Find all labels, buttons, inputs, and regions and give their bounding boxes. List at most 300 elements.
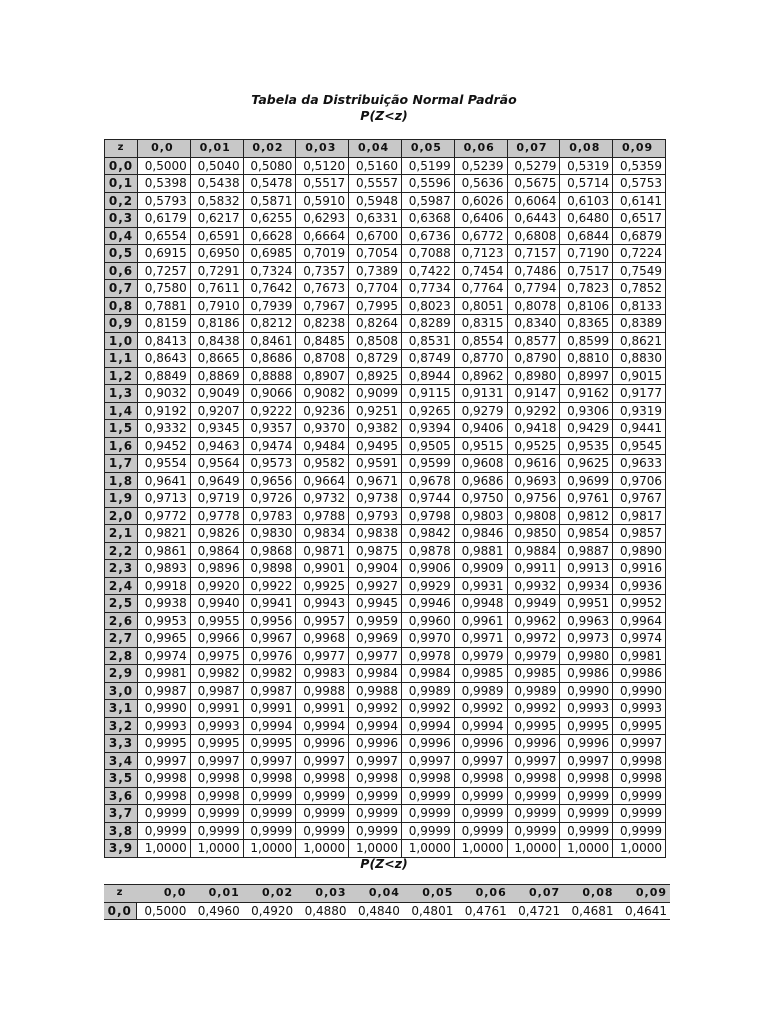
table-cell: 0,9911 bbox=[507, 560, 560, 578]
table-cell: 0,7157 bbox=[507, 245, 560, 263]
table-cell: 0,7486 bbox=[507, 262, 560, 280]
table-row bbox=[105, 175, 666, 193]
table-cell: 0,9616 bbox=[507, 455, 560, 473]
table-cell: 0,9996 bbox=[454, 735, 507, 753]
table-cell: 0,9772 bbox=[138, 507, 191, 525]
table-cell: 0,9999 bbox=[454, 822, 507, 840]
table-cell: 0,8686 bbox=[243, 350, 296, 368]
table-cell: 0,9966 bbox=[190, 630, 243, 648]
table-cell: 0,9992 bbox=[507, 700, 560, 718]
z-row-label: 2,8 bbox=[105, 647, 138, 665]
table-cell: 0,9993 bbox=[138, 717, 191, 735]
table-cell: 0,9999 bbox=[243, 787, 296, 805]
table-cell: 0,9981 bbox=[138, 665, 191, 683]
table-cell: 0,9999 bbox=[138, 822, 191, 840]
z-row-label: 3,7 bbox=[105, 805, 138, 823]
table-cell: 0,5636 bbox=[454, 175, 507, 193]
table-cell: 0,7852 bbox=[613, 280, 666, 298]
table-row bbox=[105, 647, 666, 665]
table-cell: 0,9999 bbox=[349, 822, 402, 840]
table-cell: 0,9474 bbox=[243, 437, 296, 455]
table-cell: 0,5438 bbox=[190, 175, 243, 193]
table-cell: 0,9941 bbox=[243, 595, 296, 613]
table-cell: 0,9767 bbox=[613, 490, 666, 508]
table-cell: 0,9999 bbox=[507, 805, 560, 823]
table-cell: 0,9962 bbox=[507, 612, 560, 630]
z-row-label: 1,5 bbox=[105, 420, 138, 438]
table-cell: 0,6808 bbox=[507, 227, 560, 245]
table-cell: 0,6700 bbox=[349, 227, 402, 245]
table-cell: 0,9177 bbox=[613, 385, 666, 403]
table-cell: 0,6064 bbox=[507, 192, 560, 210]
table-cell: 0,9999 bbox=[613, 805, 666, 823]
table-cell: 0,9988 bbox=[349, 682, 402, 700]
table-cell: 0,9977 bbox=[349, 647, 402, 665]
table-cell: 0,9808 bbox=[507, 507, 560, 525]
table-cell: 0,9671 bbox=[349, 472, 402, 490]
table-cell: 0,9854 bbox=[560, 525, 613, 543]
z-row-label: 1,7 bbox=[105, 455, 138, 473]
table-cell: 0,9995 bbox=[138, 735, 191, 753]
table-cell: 0,5398 bbox=[138, 175, 191, 193]
table-cell: 0,4840 bbox=[350, 902, 403, 920]
table-cell: 0,9998 bbox=[613, 770, 666, 788]
table-cell: 0,9452 bbox=[138, 437, 191, 455]
table-cell: 0,5478 bbox=[243, 175, 296, 193]
column-header: 0,09 bbox=[617, 885, 670, 903]
table-cell: 0,9999 bbox=[401, 805, 454, 823]
table-cell: 0,8389 bbox=[613, 315, 666, 333]
table-cell: 0,9236 bbox=[296, 402, 349, 420]
table-cell: 0,6772 bbox=[454, 227, 507, 245]
z-row-label: 3,8 bbox=[105, 822, 138, 840]
table-cell: 0,6950 bbox=[190, 245, 243, 263]
table-cell: 0,9633 bbox=[613, 455, 666, 473]
table-row bbox=[105, 227, 666, 245]
z-row-label: 2,0 bbox=[105, 507, 138, 525]
table-cell: 0,9996 bbox=[560, 735, 613, 753]
table-cell: 0,8810 bbox=[560, 350, 613, 368]
table-cell: 0,8461 bbox=[243, 332, 296, 350]
table-cell: 0,6141 bbox=[613, 192, 666, 210]
table-row bbox=[105, 367, 666, 385]
table-cell: 0,5832 bbox=[190, 192, 243, 210]
table-cell: 0,6293 bbox=[296, 210, 349, 228]
table-cell: 0,9999 bbox=[296, 787, 349, 805]
table-cell: 0,6844 bbox=[560, 227, 613, 245]
table-cell: 0,9564 bbox=[190, 455, 243, 473]
table-cell: 0,8340 bbox=[507, 315, 560, 333]
table-cell: 1,0000 bbox=[349, 840, 402, 858]
table-cell: 0,5199 bbox=[401, 157, 454, 175]
table-cell: 0,9984 bbox=[349, 665, 402, 683]
table-cell: 0,8133 bbox=[613, 297, 666, 315]
table-cell: 0,8264 bbox=[349, 315, 402, 333]
table-cell: 0,9251 bbox=[349, 402, 402, 420]
table-cell: 0,9706 bbox=[613, 472, 666, 490]
table-cell: 0,9484 bbox=[296, 437, 349, 455]
table-cell: 0,9265 bbox=[401, 402, 454, 420]
table-cell: 0,6480 bbox=[560, 210, 613, 228]
table-cell: 0,9292 bbox=[507, 402, 560, 420]
table-cell: 0,9984 bbox=[401, 665, 454, 683]
table-row bbox=[105, 490, 666, 508]
table-cell: 0,9896 bbox=[190, 560, 243, 578]
table-cell: 0,9997 bbox=[190, 752, 243, 770]
table-cell: 0,9992 bbox=[401, 700, 454, 718]
table-cell: 0,9979 bbox=[507, 647, 560, 665]
table-cell: 0,7910 bbox=[190, 297, 243, 315]
table-cell: 0,9082 bbox=[296, 385, 349, 403]
table-row bbox=[105, 245, 666, 263]
table-cell: 0,5871 bbox=[243, 192, 296, 210]
table-cell: 0,9952 bbox=[613, 595, 666, 613]
table-cell: 0,9997 bbox=[613, 735, 666, 753]
table-cell: 0,5910 bbox=[296, 192, 349, 210]
z-row-label: 0,2 bbox=[105, 192, 138, 210]
table-cell: 0,9656 bbox=[243, 472, 296, 490]
table-cell: 0,7764 bbox=[454, 280, 507, 298]
table-row bbox=[105, 735, 666, 753]
z-column-header: z bbox=[104, 885, 136, 903]
table-cell: 0,9993 bbox=[190, 717, 243, 735]
table-cell: 0,9995 bbox=[190, 735, 243, 753]
table-cell: 0,9963 bbox=[560, 612, 613, 630]
table-cell: 0,7324 bbox=[243, 262, 296, 280]
table-cell: 0,8599 bbox=[560, 332, 613, 350]
table-cell: 0,9932 bbox=[507, 577, 560, 595]
table-cell: 0,9881 bbox=[454, 542, 507, 560]
table-cell: 0,9525 bbox=[507, 437, 560, 455]
z-row-label: 3,0 bbox=[105, 682, 138, 700]
table-cell: 0,9970 bbox=[401, 630, 454, 648]
table-cell: 0,9998 bbox=[349, 770, 402, 788]
table-cell: 0,9987 bbox=[243, 682, 296, 700]
table-cell: 0,9015 bbox=[613, 367, 666, 385]
table-cell: 0,9999 bbox=[296, 822, 349, 840]
table-cell: 0,5160 bbox=[349, 157, 402, 175]
table-cell: 0,4920 bbox=[243, 902, 296, 920]
table-cell: 0,9719 bbox=[190, 490, 243, 508]
table-cell: 0,9999 bbox=[190, 805, 243, 823]
table-cell: 0,9793 bbox=[349, 507, 402, 525]
table-cell: 1,0000 bbox=[613, 840, 666, 858]
table-cell: 0,9999 bbox=[401, 787, 454, 805]
table-cell: 0,5319 bbox=[560, 157, 613, 175]
table-cell: 0,9992 bbox=[349, 700, 402, 718]
table-row bbox=[105, 350, 666, 368]
table-cell: 0,9948 bbox=[454, 595, 507, 613]
table-cell: 0,7794 bbox=[507, 280, 560, 298]
table-cell: 0,9875 bbox=[349, 542, 402, 560]
table-cell: 0,9515 bbox=[454, 437, 507, 455]
z-row-label: 1,2 bbox=[105, 367, 138, 385]
table-cell: 0,9750 bbox=[454, 490, 507, 508]
table-row bbox=[105, 507, 666, 525]
table-cell: 0,8577 bbox=[507, 332, 560, 350]
column-header: 0,04 bbox=[350, 885, 403, 903]
table-cell: 0,9925 bbox=[296, 577, 349, 595]
column-header: 0,07 bbox=[510, 885, 563, 903]
table-cell: 1,0000 bbox=[190, 840, 243, 858]
table-row bbox=[105, 560, 666, 578]
table-cell: 0,9406 bbox=[454, 420, 507, 438]
table-cell: 0,5753 bbox=[613, 175, 666, 193]
table-cell: 0,9999 bbox=[560, 805, 613, 823]
table-cell: 0,9980 bbox=[560, 647, 613, 665]
table-cell: 0,9686 bbox=[454, 472, 507, 490]
table-cell: 0,9999 bbox=[454, 805, 507, 823]
table-cell: 0,9678 bbox=[401, 472, 454, 490]
table-cell: 0,8729 bbox=[349, 350, 402, 368]
table-cell: 0,9535 bbox=[560, 437, 613, 455]
table-cell: 0,9838 bbox=[349, 525, 402, 543]
table-cell: 0,5987 bbox=[401, 192, 454, 210]
table-row bbox=[105, 437, 666, 455]
table-cell: 0,9147 bbox=[507, 385, 560, 403]
table-cell: 0,7357 bbox=[296, 262, 349, 280]
table-cell: 0,9934 bbox=[560, 577, 613, 595]
table-cell: 0,7088 bbox=[401, 245, 454, 263]
table-cell: 0,9357 bbox=[243, 420, 296, 438]
table-cell: 0,5596 bbox=[401, 175, 454, 193]
table-cell: 0,9991 bbox=[243, 700, 296, 718]
z-row-label: 2,1 bbox=[105, 525, 138, 543]
z-row-label: 1,3 bbox=[105, 385, 138, 403]
table-cell: 0,9988 bbox=[296, 682, 349, 700]
column-header: 0,03 bbox=[296, 885, 349, 903]
table-cell: 0,7995 bbox=[349, 297, 402, 315]
table-cell: 0,9956 bbox=[243, 612, 296, 630]
table-cell: 0,9967 bbox=[243, 630, 296, 648]
table-cell: 0,9591 bbox=[349, 455, 402, 473]
table-cell: 0,9999 bbox=[243, 822, 296, 840]
table-row bbox=[105, 297, 666, 315]
table-cell: 0,8438 bbox=[190, 332, 243, 350]
table-cell: 0,8790 bbox=[507, 350, 560, 368]
table-cell: 0,9901 bbox=[296, 560, 349, 578]
table-cell: 0,9977 bbox=[296, 647, 349, 665]
table-cell: 0,5359 bbox=[613, 157, 666, 175]
table-cell: 0,8289 bbox=[401, 315, 454, 333]
table-cell: 0,9943 bbox=[296, 595, 349, 613]
table-cell: 0,8980 bbox=[507, 367, 560, 385]
table-row bbox=[104, 902, 670, 920]
table-row bbox=[105, 787, 666, 805]
table-cell: 0,9049 bbox=[190, 385, 243, 403]
table-cell: 0,9463 bbox=[190, 437, 243, 455]
table-cell: 0,9940 bbox=[190, 595, 243, 613]
table-cell: 0,9989 bbox=[507, 682, 560, 700]
table-cell: 0,9972 bbox=[507, 630, 560, 648]
table-cell: 0,9946 bbox=[401, 595, 454, 613]
table-cell: 0,9726 bbox=[243, 490, 296, 508]
table-cell: 0,9998 bbox=[613, 752, 666, 770]
table-cell: 0,6736 bbox=[401, 227, 454, 245]
z-row-label: 2,9 bbox=[105, 665, 138, 683]
table-row bbox=[105, 822, 666, 840]
table-cell: 0,9974 bbox=[613, 630, 666, 648]
table-cell: 0,9999 bbox=[243, 805, 296, 823]
table-cell: 0,6664 bbox=[296, 227, 349, 245]
table-cell: 0,9783 bbox=[243, 507, 296, 525]
table-cell: 0,9573 bbox=[243, 455, 296, 473]
table-cell: 0,9998 bbox=[454, 770, 507, 788]
column-header: 0,03 bbox=[296, 140, 349, 158]
table-row bbox=[105, 315, 666, 333]
table-cell: 0,5279 bbox=[507, 157, 560, 175]
table-cell: 0,9131 bbox=[454, 385, 507, 403]
table-cell: 0,9906 bbox=[401, 560, 454, 578]
table-cell: 0,9998 bbox=[190, 787, 243, 805]
table-cell: 0,9998 bbox=[560, 770, 613, 788]
z-row-label: 1,8 bbox=[105, 472, 138, 490]
table-cell: 0,9382 bbox=[349, 420, 402, 438]
table-cell: 0,9995 bbox=[560, 717, 613, 735]
table-cell: 0,9918 bbox=[138, 577, 191, 595]
table-cell: 0,9834 bbox=[296, 525, 349, 543]
table-cell: 0,9965 bbox=[138, 630, 191, 648]
table-cell: 0,9505 bbox=[401, 437, 454, 455]
column-header: 0,0 bbox=[138, 140, 191, 158]
table-cell: 0,9992 bbox=[454, 700, 507, 718]
table-cell: 0,8944 bbox=[401, 367, 454, 385]
table-cell: 0,4801 bbox=[403, 902, 456, 920]
table-cell: 0,9429 bbox=[560, 420, 613, 438]
table-cell: 0,5040 bbox=[190, 157, 243, 175]
table-cell: 0,9989 bbox=[454, 682, 507, 700]
table-cell: 0,6985 bbox=[243, 245, 296, 263]
table-cell: 0,9998 bbox=[296, 770, 349, 788]
table-cell: 0,7580 bbox=[138, 280, 191, 298]
z-row-label: 3,4 bbox=[105, 752, 138, 770]
table-cell: 0,4681 bbox=[563, 902, 616, 920]
table-cell: 0,9916 bbox=[613, 560, 666, 578]
table-cell: 0,9927 bbox=[349, 577, 402, 595]
table-cell: 0,9738 bbox=[349, 490, 402, 508]
table-cell: 0,9693 bbox=[507, 472, 560, 490]
table-cell: 1,0000 bbox=[243, 840, 296, 858]
z-row-label: 0,0 bbox=[105, 157, 138, 175]
column-header: 0,01 bbox=[190, 140, 243, 158]
table-cell: 0,9999 bbox=[401, 822, 454, 840]
table-row bbox=[105, 525, 666, 543]
table-cell: 0,9985 bbox=[454, 665, 507, 683]
table-cell: 0,9990 bbox=[560, 682, 613, 700]
table-cell: 0,5948 bbox=[349, 192, 402, 210]
second-table-title: P(Z<z) bbox=[360, 856, 408, 871]
table-row bbox=[105, 262, 666, 280]
table-cell: 0,9994 bbox=[296, 717, 349, 735]
table-cell: 0,7123 bbox=[454, 245, 507, 263]
table-cell: 0,9955 bbox=[190, 612, 243, 630]
table-cell: 0,9032 bbox=[138, 385, 191, 403]
table-cell: 0,9909 bbox=[454, 560, 507, 578]
table-cell: 0,9976 bbox=[243, 647, 296, 665]
table-cell: 0,8621 bbox=[613, 332, 666, 350]
table-cell: 0,8508 bbox=[349, 332, 402, 350]
table-cell: 0,8485 bbox=[296, 332, 349, 350]
table-cell: 0,9999 bbox=[349, 805, 402, 823]
table-row bbox=[105, 577, 666, 595]
z-row-label: 2,4 bbox=[105, 577, 138, 595]
table-cell: 0,9641 bbox=[138, 472, 191, 490]
table-cell: 0,9990 bbox=[138, 700, 191, 718]
table-row bbox=[105, 840, 666, 858]
table-cell: 0,9826 bbox=[190, 525, 243, 543]
table-cell: 0,9991 bbox=[190, 700, 243, 718]
table-row bbox=[105, 752, 666, 770]
table-cell: 0,9999 bbox=[613, 787, 666, 805]
table-cell: 0,9997 bbox=[296, 752, 349, 770]
table-cell: 0,4880 bbox=[296, 902, 349, 920]
table-cell: 0,6879 bbox=[613, 227, 666, 245]
table-cell: 0,9975 bbox=[190, 647, 243, 665]
table-row bbox=[105, 332, 666, 350]
table-cell: 0,9971 bbox=[454, 630, 507, 648]
table-cell: 0,9817 bbox=[613, 507, 666, 525]
z-row-label: 3,5 bbox=[105, 770, 138, 788]
table-cell: 0,9979 bbox=[454, 647, 507, 665]
table-cell: 0,9936 bbox=[613, 577, 666, 595]
table-cell: 0,7054 bbox=[349, 245, 402, 263]
z-row-label: 2,3 bbox=[105, 560, 138, 578]
table-cell: 0,7224 bbox=[613, 245, 666, 263]
table-cell: 0,9778 bbox=[190, 507, 243, 525]
table-cell: 0,9994 bbox=[243, 717, 296, 735]
table-cell: 0,9812 bbox=[560, 507, 613, 525]
z-row-label: 1,0 bbox=[105, 332, 138, 350]
page-subtitle: P(Z<z) bbox=[360, 108, 408, 123]
table-cell: 0,9991 bbox=[296, 700, 349, 718]
table-cell: 0,9599 bbox=[401, 455, 454, 473]
table-cell: 0,7734 bbox=[401, 280, 454, 298]
table-cell: 0,7422 bbox=[401, 262, 454, 280]
table-cell: 0,8531 bbox=[401, 332, 454, 350]
table-cell: 0,9904 bbox=[349, 560, 402, 578]
table-cell: 0,9960 bbox=[401, 612, 454, 630]
table-cell: 0,7549 bbox=[613, 262, 666, 280]
table-cell: 0,9999 bbox=[349, 787, 402, 805]
table-cell: 0,9332 bbox=[138, 420, 191, 438]
table-cell: 0,9756 bbox=[507, 490, 560, 508]
table-cell: 0,9998 bbox=[507, 770, 560, 788]
table-cell: 0,9969 bbox=[349, 630, 402, 648]
table-cell: 0,9207 bbox=[190, 402, 243, 420]
table-cell: 0,9993 bbox=[560, 700, 613, 718]
z-row-label: 0,5 bbox=[105, 245, 138, 263]
table-cell: 0,9732 bbox=[296, 490, 349, 508]
table-row bbox=[105, 455, 666, 473]
table-cell: 0,6103 bbox=[560, 192, 613, 210]
table-cell: 0,9964 bbox=[613, 612, 666, 630]
table-cell: 0,9945 bbox=[349, 595, 402, 613]
table-cell: 1,0000 bbox=[296, 840, 349, 858]
normal-distribution-table bbox=[104, 139, 666, 858]
table-cell: 0,9625 bbox=[560, 455, 613, 473]
table-cell: 0,5714 bbox=[560, 175, 613, 193]
table-cell: 0,8888 bbox=[243, 367, 296, 385]
table-cell: 0,7967 bbox=[296, 297, 349, 315]
table-cell: 0,6406 bbox=[454, 210, 507, 228]
table-row bbox=[105, 157, 666, 175]
table-cell: 0,9994 bbox=[454, 717, 507, 735]
table-row bbox=[105, 542, 666, 560]
table-cell: 1,0000 bbox=[454, 840, 507, 858]
table-cell: 0,8212 bbox=[243, 315, 296, 333]
table-cell: 0,9913 bbox=[560, 560, 613, 578]
table-cell: 0,9998 bbox=[138, 787, 191, 805]
